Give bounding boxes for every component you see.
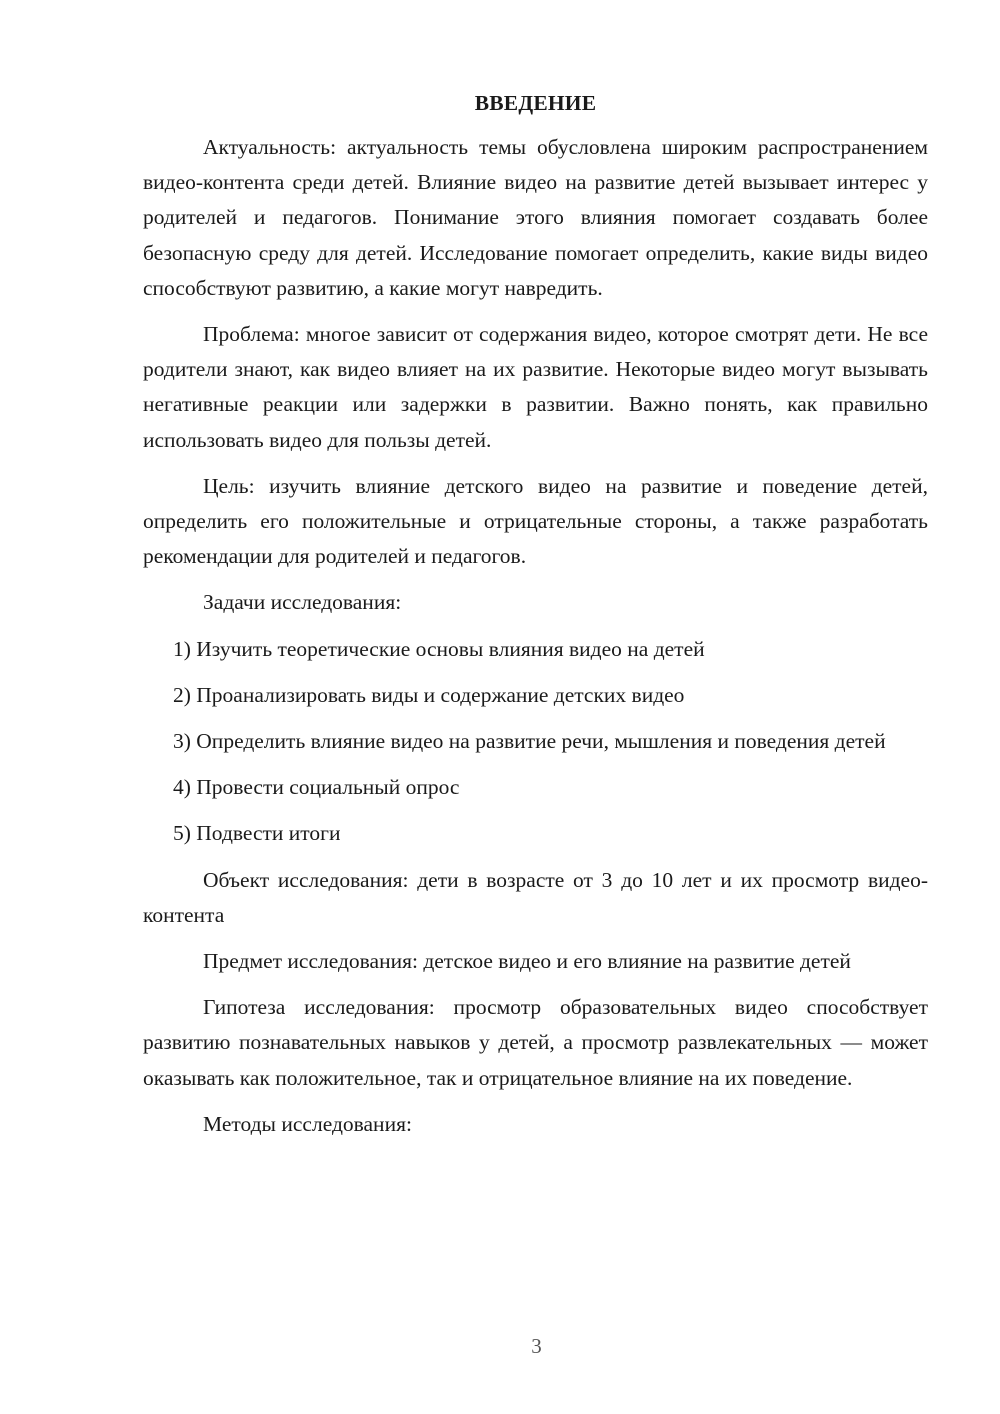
tasks-heading: Задачи исследования: xyxy=(203,590,402,615)
page-number: 3 xyxy=(531,1334,542,1358)
task-item: 3) Определить влияние видео на развитие речи, мышления и поведения детей xyxy=(173,729,886,754)
methods-heading: Методы исследования: xyxy=(203,1111,412,1136)
task-item: 1) Изучить теоретические основы влияния видео на детей xyxy=(173,636,705,661)
page-title: ВВЕДЕНИЕ xyxy=(474,91,597,115)
task-item: 5) Подвести итоги xyxy=(173,821,341,846)
task-item: 2) Проанализировать виды и содержание детских видео xyxy=(173,682,685,707)
document-page xyxy=(143,88,928,1153)
problem-paragraph: Проблема: многое зависит от содержания видео, которое смотрят дети. Не все родители знают, как видео влияет на их развитие. Некоторые видео могут вызывать негативные реакции или задержки в развитии. Важно понять, как правильно использовать видео для пользы детей. xyxy=(143,322,928,452)
goal-paragraph: Цель: изучить влияние детского видео на развитие и поведение детей, определить его положительные и отрицательные стороны, а также разработать рекомендации для родителей и педагогов. xyxy=(143,473,928,569)
object-paragraph: Объект исследования: дети в возрасте от 3 до 10 лет и их просмотр видео-контента xyxy=(143,867,928,927)
subject-paragraph: Предмет исследования: детское видео и его влияние на развитие детей xyxy=(203,949,851,974)
hypothesis-paragraph: Гипотеза исследования: просмотр образовательных видео способствует развитию познавательных навыков у детей, а просмотр развлекательных — может оказывать как положительное, так и отрицательное влияние на их поведение. xyxy=(143,995,928,1090)
task-item: 4) Провести социальный опрос xyxy=(173,775,460,800)
relevance-paragraph: Актуальность: актуальность темы обусловлена широким распространением видео-контента среди детей. Влияние видео на развитие детей вызывает интерес у родителей и педагогов. Понимание этого влияния помогает создавать более безопасную среду для детей. Исследование помогает определить, какие виды видео способствуют развитию, а какие могут навредить. xyxy=(143,135,928,300)
